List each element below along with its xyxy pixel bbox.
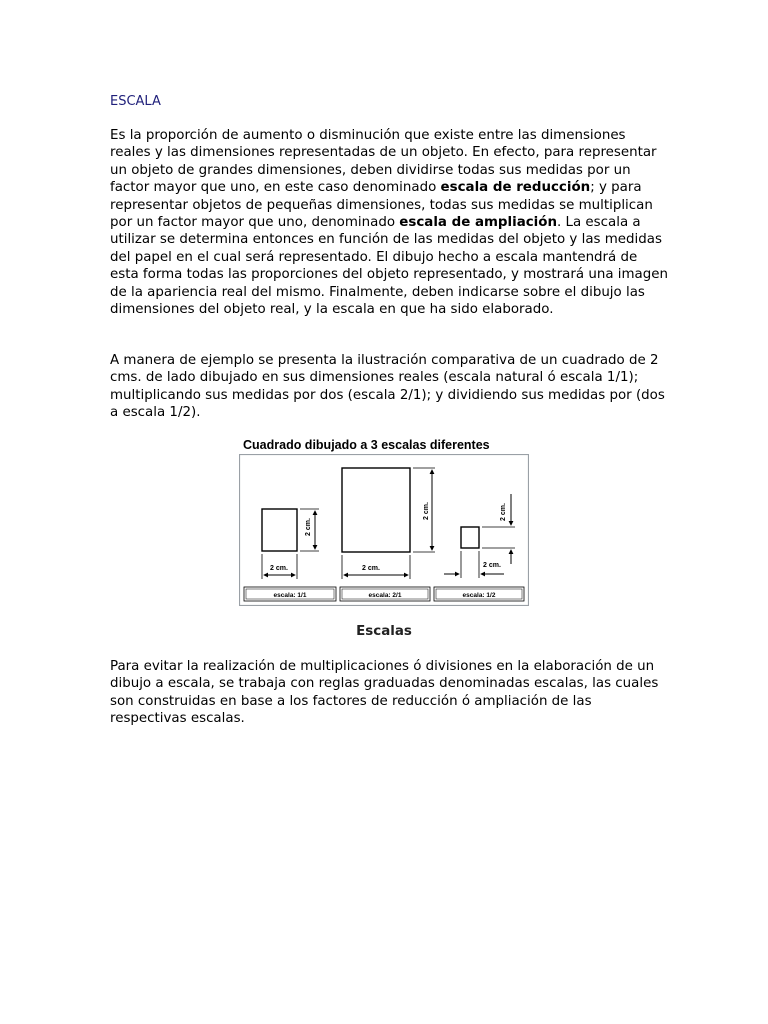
paragraph-example: A manera de ejemplo se presenta la ilustración comparativa de un cuadrado de 2 cms. de lado dibujado en sus dimensiones reales (escala natural ó escala 1/1); multiplicando sus medidas por dos (escala 2/1); y dividiendo sus medidas por (dos a escala 1/2). xyxy=(110,353,665,421)
figure-title: Cuadrado dibujado a 3 escalas diferentes xyxy=(243,438,490,452)
paragraph-text: . La escala a utilizar se determina entonces en función de las medidas del objeto y las medidas del papel en el cual será representado. El dibujo hecho a escala mantendrá de esta forma todas las proporciones del objeto representado, y mostrará una imagen de la apariencia real del mismo. Finalmente, deben indicarse sobre el dibujo las dimensiones del objeto real, y la escala en que ha sido elaborado. xyxy=(110,215,668,318)
paragraph-text: ; y para representar objetos de pequeñas dimensiones, todas sus medidas se multiplican por un factor mayor que uno, denominado xyxy=(110,180,653,231)
svg-text:escala: 1/2: escala: 1/2 xyxy=(462,592,496,599)
dimension-label-horizontal: 2 cm. xyxy=(362,565,380,572)
svg-text:escala: 1/1: escala: 1/1 xyxy=(273,592,307,599)
term-reduction: escala de reducción xyxy=(440,180,591,196)
dimension-label-vertical: 2 cm. xyxy=(500,503,507,521)
figure-border xyxy=(240,455,529,606)
dimension-label-vertical: 2 cm. xyxy=(305,518,312,536)
paragraph-definition xyxy=(110,127,670,318)
dimension-label-horizontal: 2 cm. xyxy=(270,565,288,572)
page-heading: ESCALA xyxy=(110,94,161,109)
figure-caption: Escalas xyxy=(356,624,412,639)
term-enlargement: escala de ampliación xyxy=(399,215,557,231)
dimension-label-horizontal: 2 cm. xyxy=(483,562,501,569)
dimension-label-vertical: 2 cm. xyxy=(423,502,430,520)
svg-text:escala: 2/1: escala: 2/1 xyxy=(368,592,402,599)
paragraph-rulers: Para evitar la realización de multiplicaciones ó divisiones en la elaboración de un dibujo a escala, se trabaja con reglas graduadas denominadas escalas, las cuales son construidas en base a los factores de reducción ó ampliación de las respectivas escalas. xyxy=(110,659,659,727)
scale-figure xyxy=(239,454,529,606)
paragraph-text: Es la proporción de aumento o disminución que existe entre las dimensiones reales y las dimensiones representadas de un objeto. En efecto, para representar un objeto de grandes dimensiones, deben dividirse todas sus medidas por un factor mayor que uno, en este caso denominado xyxy=(110,128,657,196)
